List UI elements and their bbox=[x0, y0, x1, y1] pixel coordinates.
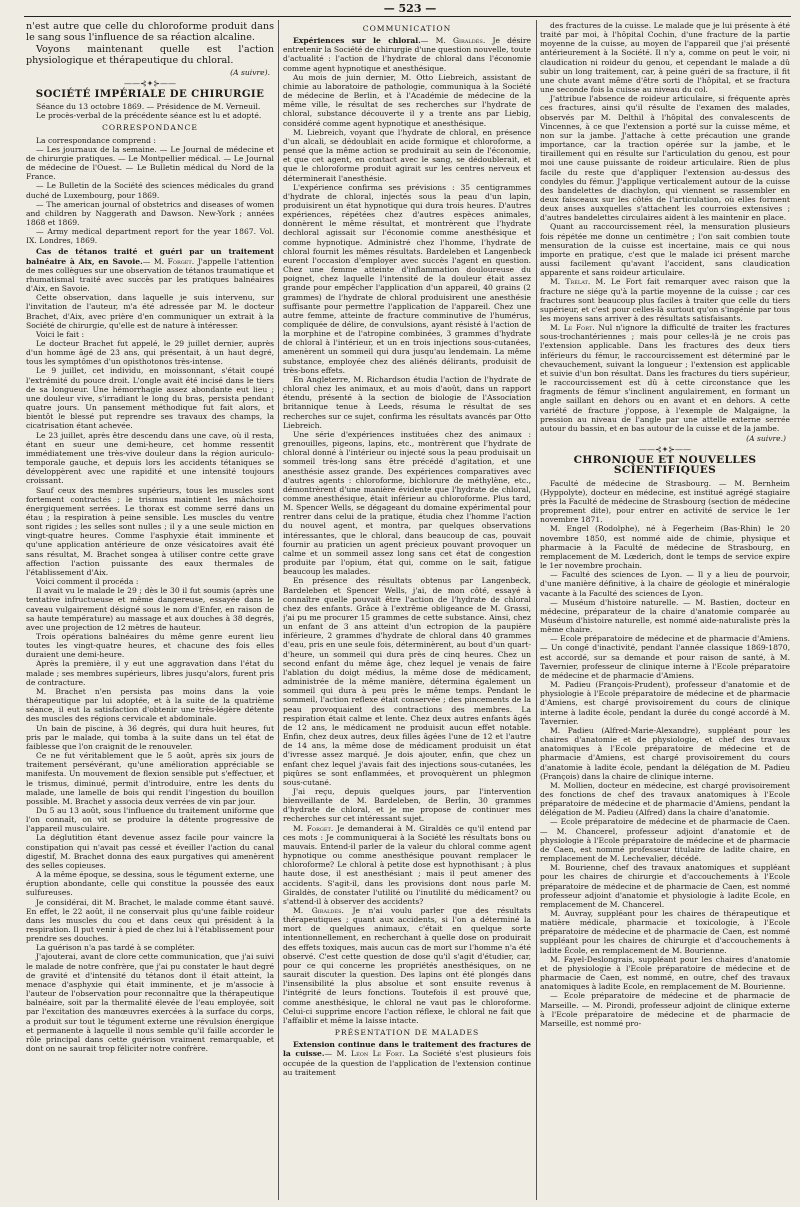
news-item: — Ecole préparatoire de médecine et de pharmacie de Marseille. — M. Pirondi, professeur adjoint de clinique externe à l'Ecole préparatoire de médecine et de pharmacie de Marseille, est nommé pro- bbox=[540, 991, 790, 1028]
paragraph: Un bain de piscine, à 36 degrés, qui dura huit heures, fut pris par le malade, qui tomba à la suite dans un tel état de faiblesse que l'on craignit de le renouveler. bbox=[26, 723, 274, 751]
paragraph: des fractures de la cuisse. Le malade que je lui présente à été traité par moi, à l'hôpital Cochin, d'une fracture de la partie moyenne de la cuisse, au moyen de l'appareil que j'ai présenté antérieurement à la Société. Il n'y a, comme on peut le voir, ni claudication ni roideur du genou, et cependant le malade a dû subir un long traitement, car, à peine guéri de sa fracture, il fit une chute avant même d'être sorti de l'hôpital, et se fractura une seconde fois la cuisse au niveau du col. bbox=[540, 21, 790, 95]
communication-body bbox=[283, 73, 531, 824]
proces-verbal: Le procès-verbal de la précédente séance est lu et adopté. bbox=[36, 111, 262, 121]
speaker-trelat: M. Trélat. bbox=[550, 277, 591, 287]
speaker-forget-text: Je demanderai à M. Giraldès ce qu'il entend par ces mots : Je communiquerai à la Société les résultats bons ou mauvais. Entend-il parler de la valeur du chloral comme agent hypnotique ou comme anesthésique pouvant remplacer le chloroforme? Le chloral à petite dose est hypnothisant ; à plus haute dose, il est anesthésiant ; mais il peut amener des accidents. S'agit-il, dans les provisions dont nous parle M. Giraldès, de constater l'utilité ou l'inutilité du médicament? ou s'attend-il à observer des accidents? bbox=[283, 823, 531, 906]
paragraph: Il avait vu le malade le 29 ; dès le 30 il fut soumis (après une tentative infructueuse et même dangereuse, essayée dans le caveau vulgairement désigné sous le nom d'Enfer, en raison de sa haute température) au massage et aux douches à 38 degrés, avec une projection de 12 mètres de hauteur. bbox=[26, 586, 274, 632]
paragraph: J'ai reçu, depuis quelques jours, par l'intervention bienveillante de M. Bardeleben, de Berlin, 30 grammes d'hydrate de chloral, et je me propose de continuer mes recherches sur cet intéressant sujet. bbox=[283, 786, 531, 824]
paragraph: A la même époque, se dessina, sous le tégument externe, une éruption abondante, celle qui constitue la poussée des eaux sulfureuses. bbox=[26, 870, 274, 898]
news-item: M. Auvray, suppléant pour les chaires de thérapeutique et matière médicale, pharmacie et toxicologie, à l'Ecole préparatoire de médecine et de pharmacie de Caen, est nommé suppléant pour les chaires de chirurgie et d'accouchements à ladite École, en remplacement de M. Bourienne. bbox=[540, 909, 790, 955]
paragraph: Sauf ceux des membres supérieurs, tous les muscles sont fortement contractés ; le trismus maintient les mâchoires énergiquement serrées. Le thorax est comme serré dans un étau ; la respiration à peine sensible. Les muscles du ventre sont rigides ; les selles sont nulles ; il y a une seule miction en vingt-quatre heures. Comme l'asphyxie était imminente et qu'une application antérieure de onze vésicatoires avait été sans résultat, M. Brachet songea à utiliser contre cette grave affection l'action puissante des eaux thermales de l'établissement d'Aix. bbox=[26, 485, 274, 577]
case-title: Cas de tétanos traité et guéri par un traitement balnéaire à Aix, en Savoie. bbox=[26, 247, 274, 266]
paragraph: La déglutition étant devenue assez facile pour vaincre la constipation qui n'avait pas cessé et éveiller l'action du canal digestif, M. Brachet donna des eaux purgatives qui amenèrent des selles copieuses. bbox=[26, 833, 274, 870]
fracture-body bbox=[540, 21, 790, 277]
chronique-body bbox=[540, 479, 790, 1028]
correspondance-list bbox=[26, 136, 274, 246]
paragraph: M. Liebreich, voyant que l'hydrate de chloral, en présence d'un alcali, se dédoublait en acide formique et chloroforme, a pensé que la même action se produirait au sein de l'économie, et que cet agent, en contact avec le sang, se dédoublerait, et que le chloroforme produit agirait sur les centres nerveux et déterminerait l'anesthésie. bbox=[283, 127, 531, 183]
news-item: M. Fayel-Deslongrais, suppléant pour les chaires d'anatomie et de physiologie à l'Ecole préparatoire de médecine et de pharmacie de Caen, est nommé, en outre, chef des travaux anatomiques à ladite Ecole, en remplacement de M. Bourienne. bbox=[540, 954, 790, 992]
newspaper-page bbox=[10, 0, 795, 1207]
ornament-divider: ——⊰✦⊱—— bbox=[123, 78, 177, 88]
lead-paragraph: Voyons maintenant quelle est l'action physiologique et thérapeutique du chloral. bbox=[26, 43, 274, 67]
presentation-title: Extension continue dans le traitement des fractures de la cuisse. bbox=[283, 1040, 531, 1059]
correspondance-item: — Les journaux de la semaine. — Le Journal de médecine et de chirurgie pratiques. — Le Montpellier médical. — Le Journal de médecine de l'Ouest. — Le Bulletin médical du Nord de la France. bbox=[26, 144, 274, 182]
paragraph: Le docteur Brachet fut appelé, le 29 juillet dernier, auprès d'un homme âgé de 23 ans, qui présentait, à un haut degré, tous les symptômes d'un opisthotonos très-intense. bbox=[26, 339, 274, 367]
speaker-lefort: M. Le Fort. bbox=[550, 323, 595, 333]
news-item: — Muséum d'histoire naturelle. — M. Bastien, docteur en médecine, préparateur de la chaire d'anatomie comparée au Muséum d'histoire naturelle, est nommé aide-naturaliste près la même chaire. bbox=[540, 597, 790, 635]
news-item: M. Bourienne, chef des travaux anatomiques et suppléant pour les chaires de chirurgie et d'accouchements à l'Ecole préparatoire de médecine et de pharmacie de Caen, est nommé professeur adjoint d'anatomie et physiologie à ladite Ecole, en remplacement de M. Chancerel. bbox=[540, 863, 790, 909]
communication-title: Expériences sur le chloral. bbox=[293, 36, 421, 46]
ornament-divider-2: ——⊰✦⊱—— bbox=[638, 445, 692, 455]
presentation-author: — M. Léon Le Fort. bbox=[324, 1049, 405, 1059]
column-divider-2 bbox=[536, 20, 537, 1200]
speaker-trelat-text: M. Le Fort fait remarquer avec raison que la fracture ne siége qu'à la partie moyenne de la cuisse ; car ces fractures sont beaucoup plus faciles à traiter que celle du tiers supérieur, et c'est pour celles-là surtout qu'on s'ingénie par tous les moyens sans arriver à des résultats satisfaisants. bbox=[540, 277, 790, 323]
paragraph: Trois opérations balnéaires du même genre eurent lieu toutes les vingt-quatre heures, et chacune des fois elles duraient une demi-heure. bbox=[26, 632, 274, 660]
communication-intro: Je désire entretenir la Société de chirurgie d'une question nouvelle, toute d'actualité : l'action de l'hydrate de chloral dans l'économie comme agent hypnotique et anesthésique. bbox=[283, 36, 531, 73]
speaker-forget: M. Forget. bbox=[293, 823, 334, 833]
column-3 bbox=[540, 21, 790, 1201]
presentation-text: La Société s'est plusieurs fois occupée de la question de l'application de l'extension continue au traitement bbox=[283, 1049, 531, 1077]
paragraph: Voici comment il procéda : bbox=[36, 577, 139, 587]
top-rule bbox=[24, 16, 791, 17]
speaker-giraldes: M. Giraldès. bbox=[293, 906, 344, 915]
paragraph: Au mois de juin dernier, M. Otto Liebreich, assistant de chimie au laboratoire de pathologie, communiqua à la Société de médecine de Berlin, et à l'Académie de médecine de la même ville, le résultat de ses recherches sur l'hydrate de chloral, substance découverte il y a trente ans par Liebig, considéré comme agent hypnotique et anesthésique. bbox=[283, 72, 531, 128]
paragraph: Voici le fait : bbox=[36, 329, 85, 339]
paragraph: Le 23 juillet, après être descendu dans une cave, où il resta, étant en sueur une demi-heure, cet homme ressentit immédiatement une très-vive douleur dans la région auriculo-temporale gauche, et depuis lors les accidents tétaniques se développèrent avec une rapidité et une intensité toujours croissant. bbox=[26, 430, 274, 486]
news-item: M. Padieu (Alfred-Marie-Alexandre), suppléant pour les chaires d'anatomie et de physiologie, et chef des travaux anatomiques à l'Ecole préparatoire de médecine et de pharmacie d'Amiens, est chargé provisoirement du cours d'anatomie à ladite école, pendant la délégation de M. Padieu (François) dans la chaire de clinique interne. bbox=[540, 725, 790, 781]
paragraph: En présence des résultats obtenus par Langenbeck, Bardeleben et Spencer Wells, j'ai, de mon côté, essayé à connaître quelle pouvait être l'action de l'hydrate de chloral chez des enfants. Grâce à l'extrême obligeance de M. Grassi, j'ai pu me procurer 15 grammes de cette substance. Ainsi, chez un enfant de 3 ans atteint d'un ectropion de la paupière inférieure, 2 grammes d'hydrate de chloral dans 40 grammes d'eau, pris en une seule fois, déterminèrent, au bout d'un quart-d'heure, un sommeil qui dura près de cinq heures. Chez un second enfant du même âge, chez lequel je venais de faire l'ablation du doigt médius, la même dose de médicament, administrée de la même manière, détermina également un sommeil qui dura à peu près le même temps. Pendant le sommeil, l'action reflexe était conservée ; des pincements de la peau provoquaient des contractions des membres. La respiration était calme et lente. Chez deux autres enfants âgés de 12 ans, le médicament ne produisit aucun effet notable. Enfin, chez deux autres, deux filles âgées l'une de 12 et l'autre de 14 ans, la même dose de médicament produisit un état d'ivresse assez marqué. Je dois ajouter, enfin, que chez un enfant chez lequel j'avais fait des injections sous-cutanées, les piqûres se sont enflammées, et provoquèrent un phlegmon sous-cutané. bbox=[283, 576, 531, 787]
presentation-heading: PRÉSENTATION DE MALADES bbox=[334, 1028, 480, 1038]
chronique-title: CHRONIQUE ET NOUVELLES SCIENTIFIQUES bbox=[573, 454, 757, 476]
speaker-lefort-text: Nul n'ignore la difficulté de traiter les fractures sous-trochantériennes ; mais pour celles-là je ne crois pas l'extension applicable. Dans les fractures des deux tiers inférieurs du fémur, le raccourcissement est déterminé par le chevauchement, suivant la longueur ; l'extension est applicable et suivie d'un bon résultat. Dans les fractures du tiers supérieur, le raccourcissement est dû à cette circonstance que les fragments de fémur s'inclinent angulairement, en formant un angle saillant en dehors ou en avant et en dehors. A cette variété de fracture j'oppose, à l'exemple de Malgaigne, la pression au niveau de l'angle par une attelle externe serrée autour du bassin, et en bas autour de la cuisse et de la jambe. bbox=[540, 323, 790, 433]
news-item: M. Padieu (François-Prudent), professeur d'anatomie et de physiologie à l'Ecole préparatoire de médecine et de pharmacie d'Amiens, est chargé provisoirement du cours de clinique interne à ladite école, pendant la durée du congé accordé à M. Tavernier. bbox=[540, 680, 790, 726]
byline-continued-2: (A suivre.) bbox=[746, 434, 786, 444]
paragraph: Cette observation, dans laquelle je suis intervenu, sur l'invitation de l'auteur, m'a été adressée par M. le docteur Brachet, d'Aix, avec prière d'en communiquer un extrait à la Société de chirurgie, qu'elle est de nature à intéresser. bbox=[26, 293, 274, 330]
section-title-society: SOCIÉTÉ IMPÉRIALE DE CHIRURGIE bbox=[35, 87, 265, 100]
case-body bbox=[26, 293, 274, 1053]
news-item: — Ecole préparatoire de médecine et de pharmacie d'Amiens. — Un congé d'inactivité, pendant l'année classique 1869-1870, est accordé, sur sa demande et pour raison de santé, à M. Tavernier, professeur de clinique interne à l'Ecole préparatoire de médecine et de pharmacie d'Amiens. bbox=[540, 634, 790, 680]
paragraph: Du 5 au 13 août, sous l'influence du traitement uniforme que l'on connaît, on vit se produire la détente progressive de l'appareil musculaire. bbox=[26, 805, 274, 834]
column-1 bbox=[26, 21, 274, 1201]
paragraph: M. Brachet n'en persista pas moins dans la voie thérapeutique par lui adoptée, et à la suite de la quatrième séance, il eut la satisfaction d'obtenir une très-légère détente des muscles des régions cervicale et abdominale. bbox=[26, 686, 274, 724]
news-item: M. Engel (Rodolphe), né à Fegerheim (Bas-Rhin) le 20 novembre 1850, est nommé aide de chimie, physique et pharmacie à la Faculté de médecine de Strasbourg, en remplacement de M. Lœderich, dont le temps de service expire le 1er novembre prochain. bbox=[540, 524, 790, 571]
page-number: — 523 — bbox=[383, 2, 437, 15]
paragraph: J'attribue l'absence de roideur articulaire, si fréquente après ces fractures, ainsi qu'il résulte de l'examen des malades, observés par M. Delthil à l'hôpital des convalescents de Vincennes, à ce que l'extension a porté sur la cuisse même, et non sur la jambe. J'attache à cette précaution une grande importance, car la traction opérée sur la jambe, et le tiraillement qui en résulte sur l'articulation du genou, est pour moi une cause puissante de roideur articulaire. Rien de plus facile du reste que d'appliquer l'extension au-dessus des condyles du fémur. J'applique verticalement autour de la cuisse des bandelettes de diachylon, qui viennent se rassembler en deux faisceaux sur les côtés de l'articulation, où elles forment deux anses auxquelles s'attachent les courroies extensives ; d'autres bandelettes circulaires aident à les maintenir en place. bbox=[540, 94, 790, 223]
lead-paragraph: n'est autre que celle du chloroforme produit dans le sang sous l'influence de sa réaction alcaline. bbox=[26, 21, 274, 44]
correspondance-heading: CORRESPONDANCE bbox=[102, 123, 198, 133]
paragraph: En Angleterre, M. Richardson étudia l'action de l'hydrate de chloral chez les animaux, et au mois d'août, dans un rapport étendu, présenté à la section de biologie de l'Association britannique tenue à Leeds, résuma le résultat de ses recherches sur ce sujet, confirma les résultats avancés par Otto Liebreich. bbox=[283, 374, 531, 430]
case-intro: J'appelle l'attention de mes collègues sur une observation de tétanos traumatique et rhumatismal traité avec succès par les pratiques balnéaires d'Aix, en Savoie. bbox=[26, 256, 274, 294]
paragraph: Une série d'expériences instituées chez des animaux : grenouilles, pigeons, lapins, etc., montrèrent que l'hydrate de chloral donné à l'intérieur ou injecté sous la peau produisait un sommeil très-long sans être précédé d'agitation, et une anesthésie assez grande. Des expériences comparatives avec d'autres agents : chloroforme, bichlorure de méthylène, etc., démontrèrent d'une manière évidente que l'hydrate de chloral, comme anesthésique, était inférieur au chloroforme. Plus tard, M. Spencer Wells, se dégageant du domaine expérimental pour rentrer dans celui de la pratique, étudia chez l'homme l'action du nouvel agent, et montra, par quelques observations intéressantes, que le chloral, dans beaucoup de cas, pouvait fournir au praticien un agent précieux pouvant provoquer un calme et un sommeil assez long sans cet état de congestion produite par l'opium, état qui, comme on le sait, fatigue beaucoup les malades. bbox=[283, 429, 531, 577]
column-2 bbox=[283, 21, 531, 1201]
correspondance-item: — Army medical department report for the year 1867. Vol. IX. Londres, 1869. bbox=[26, 227, 274, 246]
paragraph: J'ajouterai, avant de clore cette communication, que j'ai suivi le malade de notre confrère, que j'ai pu constater le haut degré de gravité et d'intensité du tétanos dont il était atteint, la menace d'asphyxie qui était imminente, et je m'associe à l'auteur de l'observation pour reconnaître que la thérapeutique balnéaire, soit par la thermalité élevée de l'eau employée, soit par l'excitation des manœuvres exercées à la surface du corps, a produit sur tout le tégument externe une révulsion énergique et permanente à laquelle il nous semble qu'il faille accorder le rôle principal dans cette guérison vraiment remarquable, et dont on ne saurait trop féliciter notre confrère. bbox=[26, 952, 274, 1054]
paragraph: Quant au raccourcissement réel, la mensuration plusieurs fois répétée me donne un centimètre ; l'on sait combien toute mensuration de la cuisse est incertaine, mais ce qui nous importe en pratique, c'est que le malade ici présent marche aussi facilement qu'avant l'accident, sans claudication apparente et sans roideur articulaire. bbox=[540, 222, 790, 278]
news-item: M. Mollien, docteur en médecine, est chargé provisoirement des fonctions de chef des travaux anatomiques à l'Ecole préparatoire de médecine et de pharmacie d'Amiens, pendant la délégation de M. Padieu (Alfred) dans la chaire d'anatomie. bbox=[540, 780, 790, 818]
paragraph: Je considérai, dit M. Brachet, le malade comme étant sauvé. En effet, le 22 août, il ne conservait plus qu'une faible roideur dans les muscles du cou et dans ceux qui président à la respiration. Il put venir à pied de chez lui à l'établissement pour prendre ses douches. bbox=[26, 897, 274, 944]
news-item: — Faculté des sciences de Lyon. — Il y a lieu de pourvoir, d'une manière définitive, à la chaire de géologie et minéralogie vacante à la Faculté des sciences de Lyon. bbox=[540, 570, 790, 598]
paragraph: Le 9 juillet, cet individu, en moissonnant, s'était coupé l'extrémité du pouce droit. L'ongle avait été incisé dans le tiers de sa longueur. Une hémorrhagie assez abondante eut lieu ; une douleur vive, s'irradiant le long du bras, persista pendant quatre jours. Un pansement méthodique fut fait alors, et bientôt le blessé put reprendre ses travaux des champs, la cicatrisation étant achevée. bbox=[26, 366, 274, 431]
correspondance-item: La correspondance comprend : bbox=[36, 135, 156, 145]
communication-author: — M. Giraldès. bbox=[420, 36, 486, 46]
correspondance-item: — The american journal of obstetrics and diseases of women and children by Naggerath and Dawson. New-York ; années 1868 et 1869. bbox=[26, 199, 274, 227]
case-author: — M. Forget. bbox=[142, 256, 195, 266]
seance-line: Séance du 13 octobre 1869. — Présidence de M. Verneuil. bbox=[36, 102, 261, 112]
speaker-giraldes-text: Je n'ai voulu parler que des résultats thérapeutiques ; quant aux accidents, si l'on a déterminé la mort de quelques animaux, c'était en quelque sorte intentionnellement, en recherchant à quelle dose on produirait des effets toxiques, mais aucun cas de mort sur l'homme n'a été observé. C'est cette question de dose qu'il s'agit d'étudier, car, pour ce qui concerne les propriétés anesthésiques, on ne saurait discuter la question. Des lapins ont été plongés dans l'insensibilité la plus absolue et sont ensuite revenus à l'intégrité de leurs fonctions. Toutefois il est prouvé que, comme anesthésique, le chloral ne vaut pas le chloroforme. Celui-ci supprime encore l'action réflexe, le chloral ne fait que l'affaiblir et même la laisse intacte. bbox=[283, 906, 531, 1025]
column-divider-1 bbox=[278, 20, 279, 1200]
paragraph: L'expérience confirma ses prévisions : 35 centigrammes d'hydrate de chloral, injectés sous la peau d'un lapin, produisirent un état hypnotique qui dura trois heures. D'autres expériences, répétées chez d'autres espèces animales, donnèrent le même résultat, et montrèrent que l'hydrate dechloral agissait sur l'économie comme anesthésique et comme hypnotique. Administré chez l'homme, l'hydrate de chloral fournit les mêmes résultats. Bardeleben et Langenbeck eurent l'occasion d'employer avec succès l'agent en question. Chez une femme atteinte d'inflammation douloureuse du poignet, chez laquelle l'intensité de la douleur était assez grande pour empêcher l'application d'un appareil, 40 grains (2 grammes) de l'hydrate de chloral produisirent une anesthésie suffisante pour permettre l'application de l'appareil. Chez une autre femme, atteinte de fracture comminutive de l'humérus, compliquée de délire, de convulsions, ayant résisté à l'action de la morphine et de l'atropine combinées, 3 grammes d'hydrate de chloral à l'intérieur, et un en trois injections sous-cutanées, amenèrent un sommeil qui dura jusqu'au lendemain. La même substance, employée chez des aliénés délirants, produisit de très-bons effets. bbox=[283, 182, 531, 375]
news-item: Faculté de médecine de Strasbourg. — M. Bernheim (Hyppolyte), docteur en médecine, est institué agrégé stagiaire près la Faculté de médecine de Strasbourg (section de médecine proprement dite), pour entrer en activité de service le 1er novembre 1871. bbox=[540, 478, 790, 525]
paragraph: La guérison n'a pas tardé à se compléter. bbox=[36, 943, 195, 953]
byline-continued: (A suivre). bbox=[230, 67, 270, 77]
paragraph: Après la première, il y eut une aggravation dans l'état du malade ; ses membres supérieurs, libres jusqu'alors, furent pris de contracture. bbox=[26, 659, 274, 687]
paragraph: Ce ne fut véritablement que le 5 août, après six jours de traitement persévérant, qu'une amélioration appréciable se manifesta. Un mouvement de flexion sensible put s'effectuer, et le trismus, diminué, permit d'introduire, entre les dents du malade, une lamelle de bois qui rendit l'ingestion du bouillon possible. M. Brachet y associa deux verrées de vin par jour. bbox=[26, 751, 274, 806]
news-item: — Ecole préparatoire de médecine et de pharmacie de Caen. — M. Chancerel, professeur adjoint d'anatomie et de physiologie à l'Ecole préparatoire de médecine et de pharmacie de Caen, est nommé professeur titulaire de ladite chaire, en remplacement de M. Lechevalier, décédé. bbox=[540, 817, 790, 864]
communication-heading: COMMUNICATION bbox=[362, 24, 452, 33]
correspondance-item: — Le Bulletin de la Société des sciences médicales du grand duché de Luxembourg, pour 1869. bbox=[26, 181, 274, 200]
